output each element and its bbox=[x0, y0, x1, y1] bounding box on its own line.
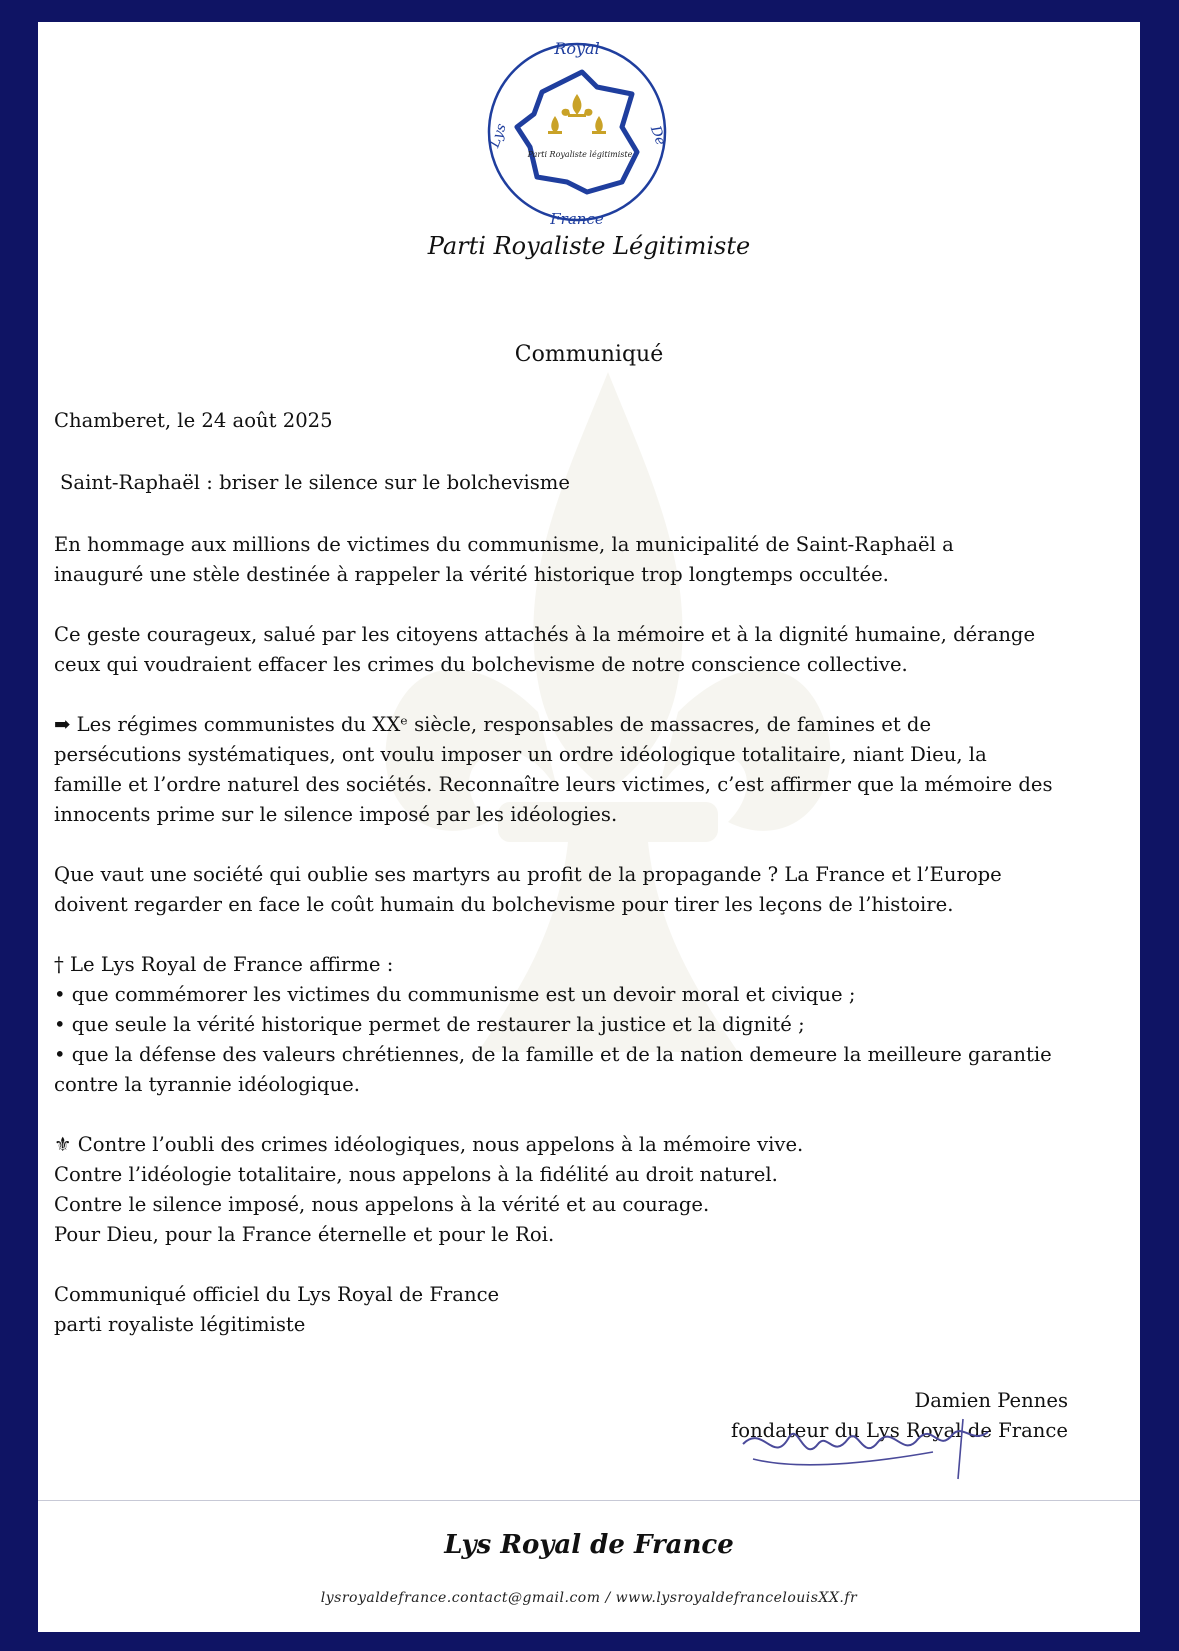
document-heading: Communiqué bbox=[514, 342, 664, 367]
footer-divider bbox=[38, 1500, 1140, 1501]
document-page bbox=[38, 22, 1140, 1632]
closing-appeals: ⚜ Contre l’oubli des crimes idéologiques, nous appelons à la mémoire vive. Contre l’idéologie totalitaire, nous appelons à la fidélité au droit naturel. Contre le silence imposé, nous appelons à la vérité et au courage. Pour Dieu, pour la France éternelle et pour le Roi. bbox=[54, 1133, 804, 1246]
paragraph-3: ➡ Les régimes communistes du XXᵉ siècle, responsables de massacres, de famines et de persécutions systématiques, ont voulu imposer un ordre idéologique totalitaire, niant Dieu, la famille et l’ordre naturel des sociétés. Reconnaître leurs victimes, c’est affirmer que la mémoire des innocents prime sur le silence imposé par les idéologies. bbox=[54, 713, 1053, 826]
logo-text-center: Parti Royaliste légitimiste bbox=[527, 150, 633, 159]
party-title: Parti Royaliste Légitimiste bbox=[427, 232, 751, 260]
handwritten-signature bbox=[733, 1404, 1003, 1484]
footer-name: Lys Royal de France bbox=[444, 1530, 734, 1560]
paragraph-1: En hommage aux millions de victimes du communisme, la municipalité de Saint-Raphaël a inauguré une stèle destinée à rappeler la vérité historique trop longtemps occultée. bbox=[54, 533, 954, 586]
logo-text-top: Royal bbox=[554, 39, 600, 58]
party-logo bbox=[472, 32, 682, 232]
footer-contact: lysroyaldefrance.contact@gmail.com / www.lysroyaldefrancelouisXX.fr bbox=[320, 1590, 858, 1606]
signatory-title: fondateur du Lys Royal de France bbox=[731, 1419, 1068, 1442]
logo-text-bottom: France bbox=[550, 210, 604, 228]
paragraph-4: Que vaut une société qui oublie ses martyrs au profit de la propagande ? La France et l’Europe doivent regarder en face le coût humain du bolchevisme pour tirer les leçons de l’histoire. bbox=[54, 863, 1002, 916]
subject-line: Saint-Raphaël : briser le silence sur le bolchevisme bbox=[60, 471, 570, 494]
logo-text-right: De bbox=[646, 123, 669, 148]
affirmation-list: † Le Lys Royal de France affirme : • que commémorer les victimes du communisme est un devoir moral et civique ; • que seule la vérité historique permet de restaurer la justice et la dignité ; • que la défense des valeurs chrétiennes, de la famille et de la nation demeure la meilleure garantie contre la tyrannie idéologique. bbox=[54, 953, 1052, 1096]
official-statement: Communiqué officiel du Lys Royal de France parti royaliste légitimiste bbox=[54, 1283, 500, 1336]
document-body bbox=[54, 406, 1134, 1366]
signatory-name: Damien Pennes bbox=[914, 1389, 1068, 1412]
logo-text-left: Lys bbox=[486, 121, 510, 150]
paragraph-2: Ce geste courageux, salué par les citoyens attachés à la mémoire et à la dignité humaine, dérange ceux qui voudraient effacer les crimes du bolchevisme de notre conscience collective. bbox=[54, 623, 1036, 676]
date-line: Chamberet, le 24 août 2025 bbox=[54, 409, 333, 432]
